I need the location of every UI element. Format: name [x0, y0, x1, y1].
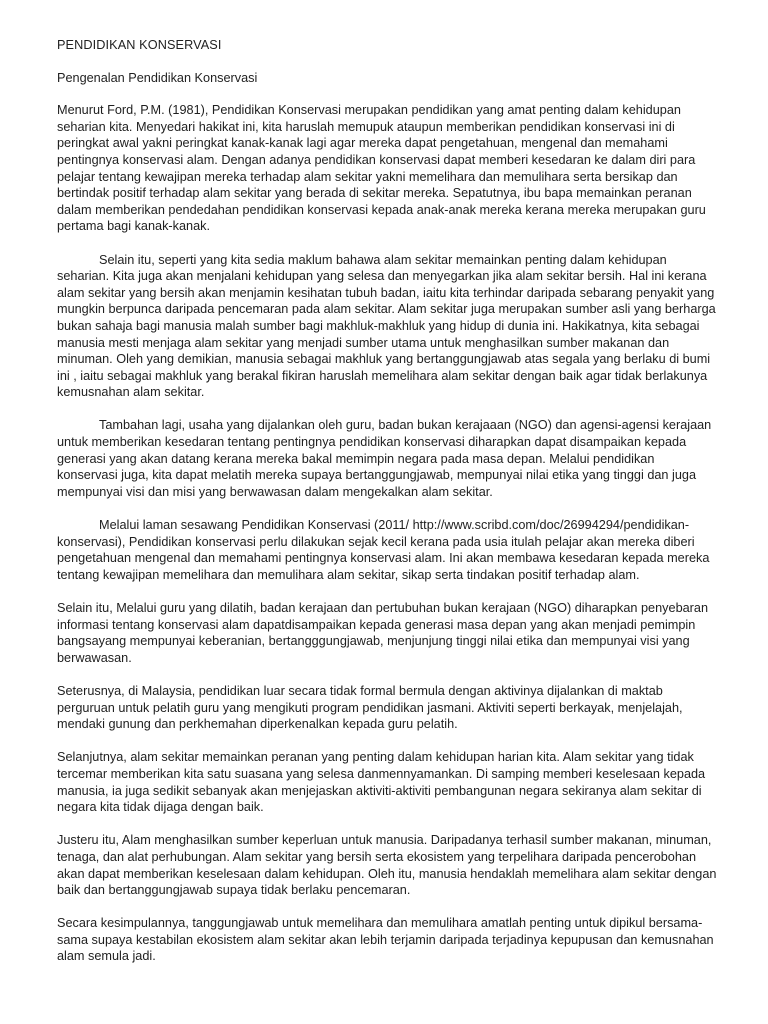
paragraph-2: Selain itu, seperti yang kita sedia maklum bahawa alam sekitar memainkan penting dalam kehidupan seharian. Kita juga akan menjalani kehidupan yang selesa dan menyegarkan jika alam sekitar bersih. Hal ini kerana alam sekitar yang bersih akan menjamin kesihatan tubuh badan, iaitu kita terhindar daripada sebarang penyakit yang mungkin berpunca daripada pencemaran pada alam sekitar. Alam sekitar juga merupakan sumber asli yang berharga bukan sahaja bagi manusia malah sumber bagi makhluk-makhluk yang hidup di dunia ini. Hakikatnya, kita sebagai manusia mesti menjaga alam sekitar yang menjadi sumber utama untuk menghasilkan sumber makanan dan minuman. Oleh yang demikian, manusia sebagai makhluk yang bertanggungjawab atas segala yang berlaku di bumi ini , iaitu sebagai makhluk yang berakal fikiran haruslah memelihara alam sekitar dengan baik agar tidak berlakunya kemusnahan alam sekitar.	[57, 252, 716, 400]
paragraph-3: Tambahan lagi, usaha yang dijalankan oleh guru, badan bukan kerajaaan (NGO) dan agensi-agensi kerajaan untuk memberikan kesedaran tentang pentingnya pendidikan konservasi diharapkan dapat disampaikan kepada generasi yang akan datang kerana mereka bakal memimpin negara pada masa depan. Melalui pendidikan konservasi juga, kita dapat melatih mereka supaya bertanggungjawab, mempunyai nilai etika yang tinggi dan juga mempunyai visi dan misi yang berwawasan dalam mengekalkan alam sekitar.	[57, 418, 712, 499]
document-subtitle: Pengenalan Pendidikan Konservasi	[57, 70, 258, 85]
paragraph-6: Seterusnya, di Malaysia, pendidikan luar secara tidak formal bermula dengan aktivinya dijalankan di maktab perguruan untuk pelatih guru yang mengikuti program pendidikan jasmani. Aktiviti seperti berkayak, menjelajah, mendaki gunung dan perkhemahan diperkenalkan kepada guru pelatih.	[57, 683, 683, 732]
paragraph-5: Selain itu, Melalui guru yang dilatih, badan kerajaan dan pertubuhan bukan kerajaan (NGO) diharapkan penyebaran informasi tentang konservasi alam dapatdisampaikan kepada generasi masa depan yang akan menjadi pemimpin bangsayang mempunyai keberanian, bertangggungjawab, menjunjung tinggi nilai etika dan mempunyai visi yang berwawasan.	[57, 601, 709, 665]
paragraph-1: Menurut Ford, P.M. (1981), Pendidikan Konservasi merupakan pendidikan yang amat penting dalam kehidupan seharian kita. Menyedari hakikat ini, kita haruslah memupuk ataupun memberikan pendidikan konservasi ini di peringkat awal yakni peringkat kanak-kanak lagi agar mereka dapat pengetahuan, mengenal dan memahami pentingnya konservasi alam. Dengan adanya pendidikan konservasi dapat memberi kesedaran ke dalam diri para pelajar tentang kewajipan mereka terhadap alam sekitar yakni memelihara dan memulihara serta bersikap dan bertindak positif terhadap alam sekitar yang berada di sekitar mereka. Sepatutnya, ibu bapa memainkan peranan dalam memberikan pendedahan pendidikan konservasi kepada anak-anak mereka kerana mereka merupakan guru pertama bagi kanak-kanak.	[57, 103, 706, 234]
paragraph-9: Secara kesimpulannya, tanggungjawab untuk memelihara dan memulihara amatlah penting untuk dipikul bersama-sama supaya kestabilan ekosistem alam sekitar akan lebih terjamin daripada terjadinya kepupusan dan kemusnahan alam semula jadi.	[57, 916, 714, 964]
paragraph-4: Melalui laman sesawang Pendidikan Konservasi (2011/ http://www.scribd.com/doc/26994294/pendidikan-konservasi), Pendidikan konservasi perlu dilakukan sejak kecil kerana pada usia itulah pelajar akan mereka diberi pengetahuan mengenal dan memahami pentingnya konservasi alam. Ini akan membawa kesedaran kepada mereka tentang kewajipan memelihara dan memulihara alam sekitar, sikap serta tindakan positif terhadap alam.	[57, 518, 710, 582]
document-page	[57, 37, 717, 982]
document-title: PENDIDIKAN KONSERVASI	[57, 38, 222, 52]
paragraph-7: Selanjutnya, alam sekitar memainkan peranan yang penting dalam kehidupan harian kita. Alam sekitar yang tidak tercemar memberikan kita satu suasana yang selesa danmennyamankan. Di samping memberi keselesaan kepada manusia, ia juga sedikit sebanyak akan menjejaskan aktiviti-aktiviti pembangunan negara sekiranya alam sekitar di negara kita tidak dijaga dengan baik.	[57, 750, 706, 815]
paragraph-8: Justeru itu, Alam menghasilkan sumber keperluan untuk manusia. Daripadanya terhasil sumber makanan, minuman, tenaga, dan alat perhubungan. Alam sekitar yang bersih serta ekosistem yang terpelihara daripada pencerobohan akan dapat memberikan keselesaan dalam kehidupan. Oleh itu, manusia hendaklah memelihara alam sekitar dengan baik dan bertanggungjawab supaya tidak berlaku pencemaran.	[57, 833, 717, 898]
